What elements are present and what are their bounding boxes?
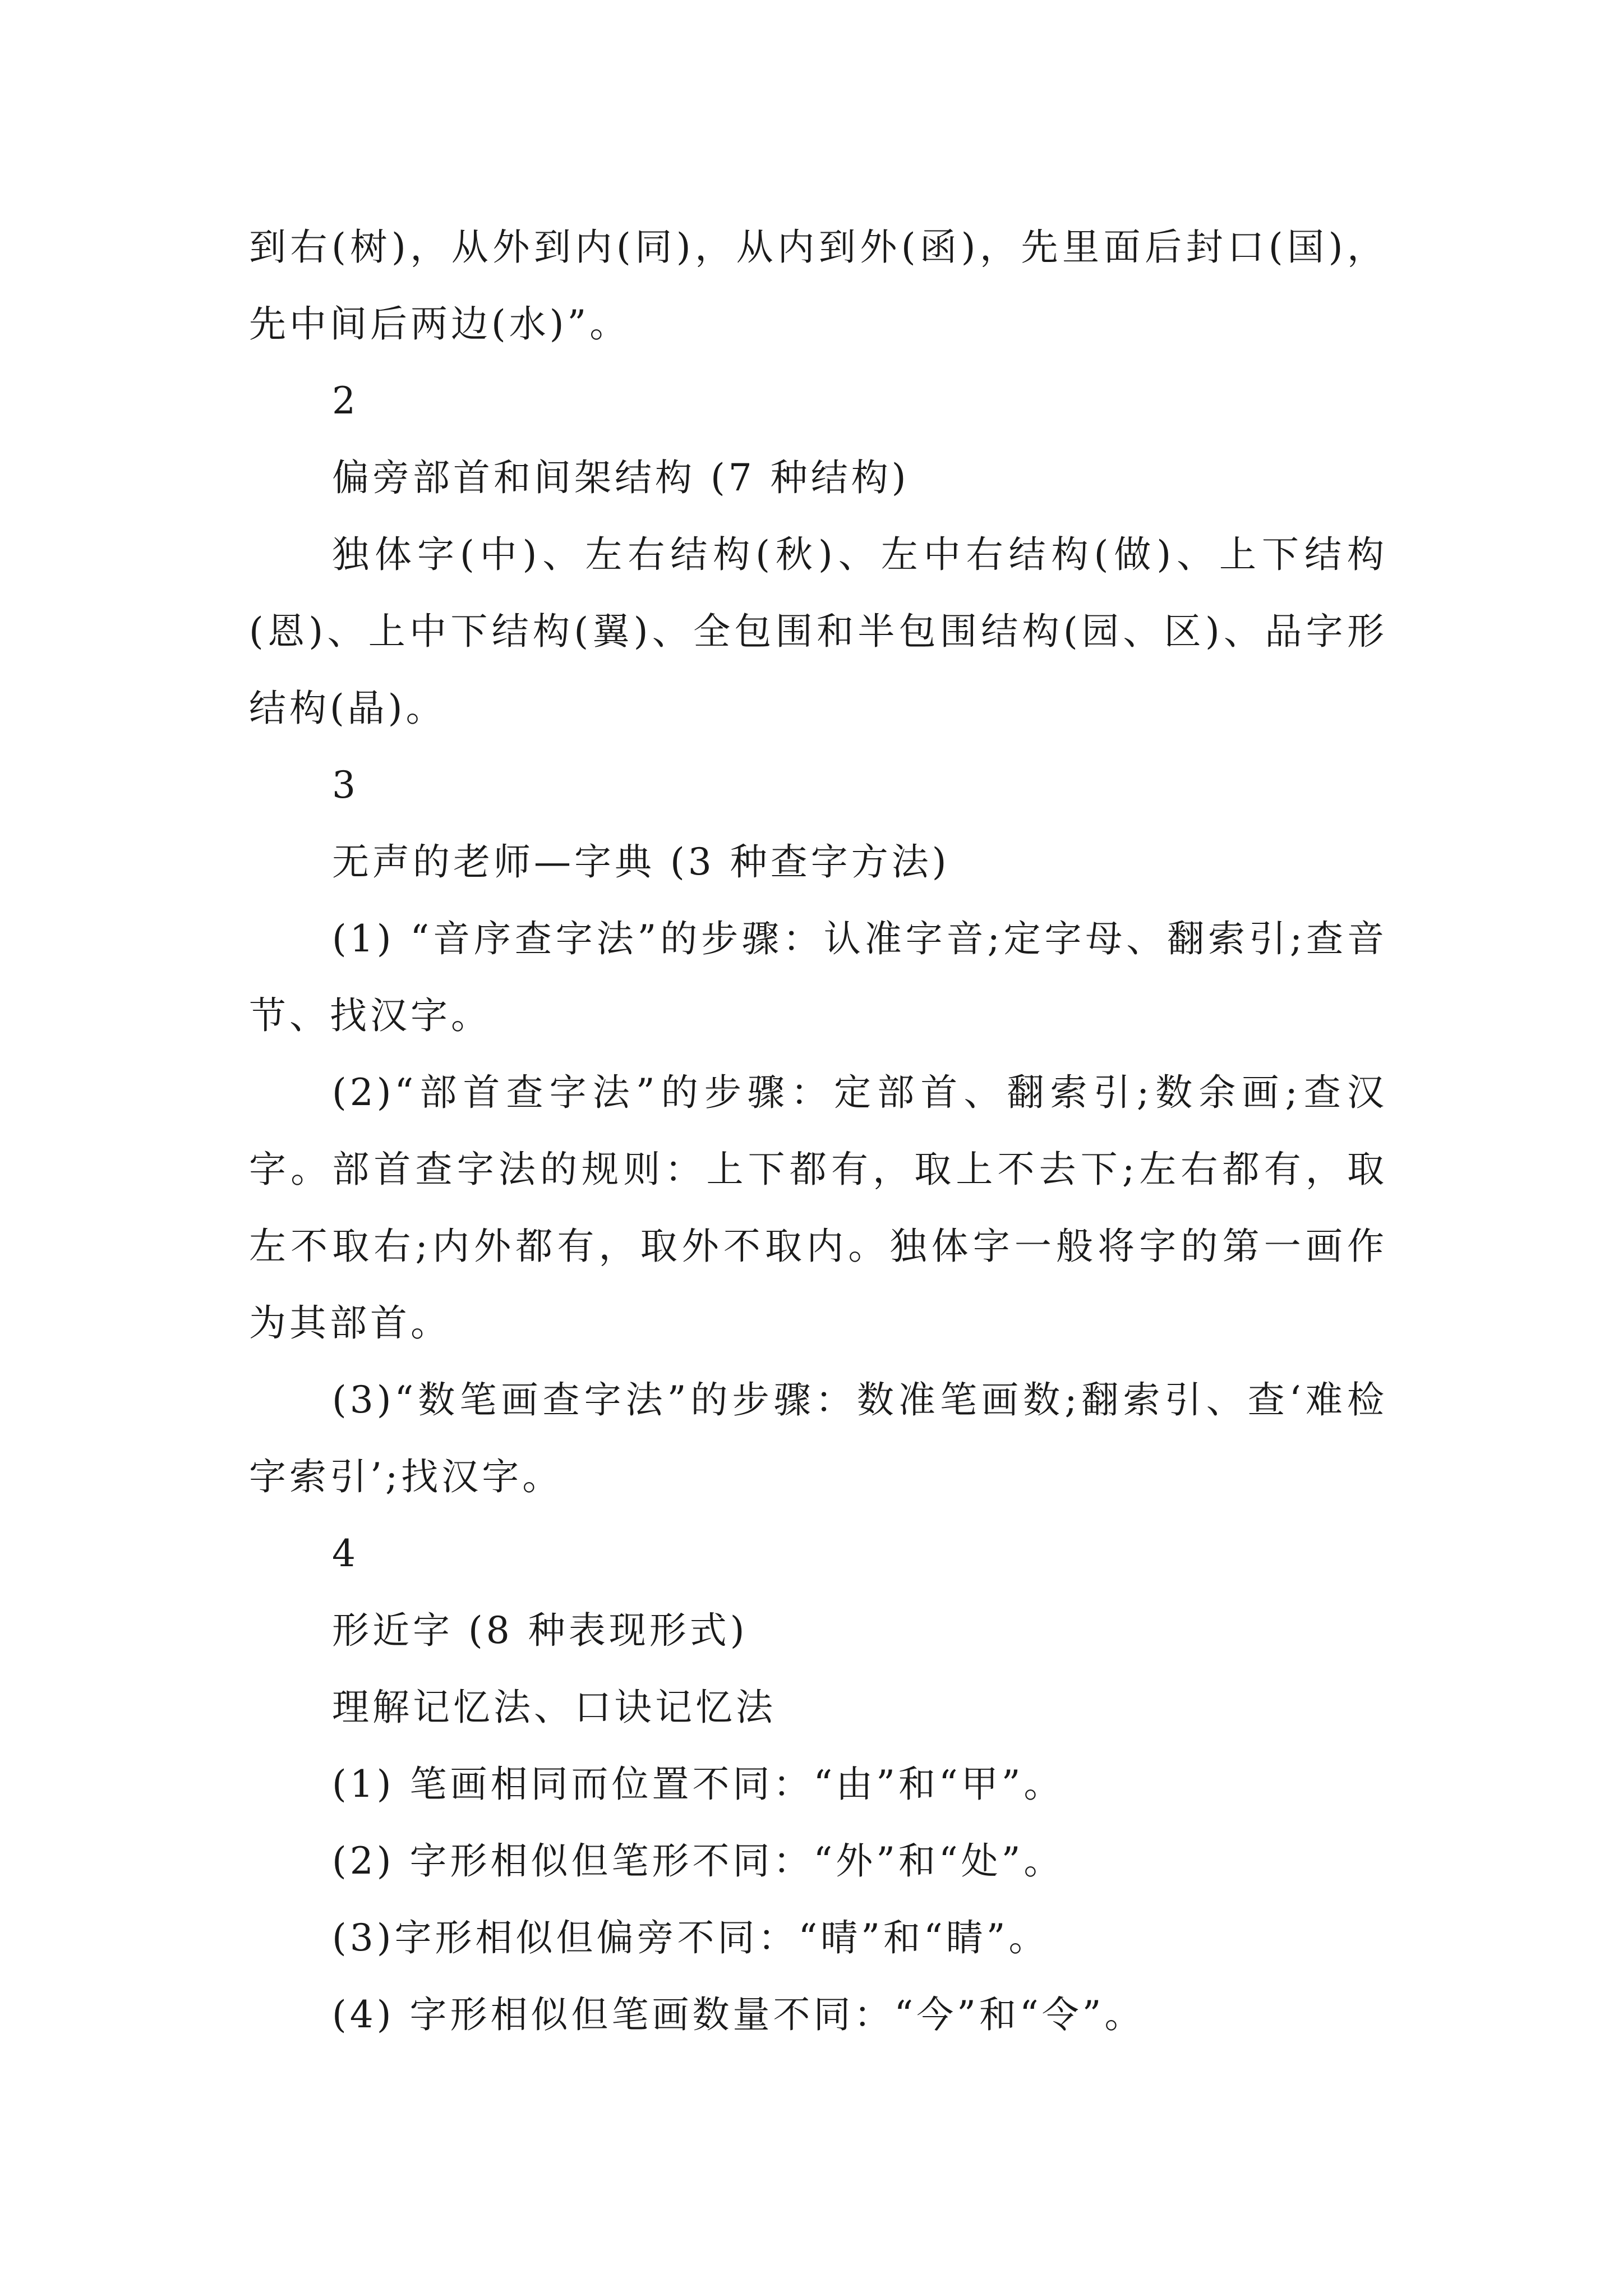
paragraph-structures: 独体字(中)、左右结构(秋)、左中右结构(做)、上下结构(恩)、上中下结构(翼)、全包围和半包围结构(园、区)、品字形结构(晶)。: [249, 533, 1387, 730]
section-heading-similar-characters: 形近字 (8 种表现形式): [332, 1609, 748, 1652]
section-heading-dictionary: 无声的老师—字典 (3 种查字方法): [332, 840, 950, 884]
section-number-4: 4: [332, 1532, 356, 1575]
paragraph-stroke-order-continued: 到右(树)，从外到内(同)，从内到外(函)，先里面后封口(国)，先中间后两边(水)”。: [249, 226, 1387, 346]
list-item-2: (2) 字形相似但笔形不同：“外”和“处”。: [332, 1839, 1064, 1883]
section-number-2: 2: [332, 379, 356, 422]
paragraph-radical-lookup: (2)“部首查字法”的步骤：定部首、翻索引;数余画;查汉字。部首查字法的规则：上下都有，取上不去下;左右都有，取左不取右;内外都有，取外不取内。独体字一般将字的第一画作为其部首。: [249, 1071, 1387, 1345]
section-heading-radicals: 偏旁部首和间架结构 (7 种结构): [332, 456, 910, 499]
paragraph-stroke-count-lookup: (3)“数笔画查字法”的步骤：数准笔画数;翻索引、查‘难检字索引’;找汉字。: [249, 1378, 1387, 1498]
list-item-3: (3)字形相似但偏旁不同：“晴”和“睛”。: [332, 1916, 1049, 1959]
document-body: [249, 209, 1387, 2053]
list-item-1: (1) 笔画相同而位置不同：“由”和“甲”。: [332, 1763, 1064, 1806]
section-number-3: 3: [332, 763, 356, 807]
paragraph-pinyin-lookup: (1) “音序查字法”的步骤：认准字音;定字母、翻索引;查音节、找汉字。: [249, 917, 1387, 1037]
list-item-4: (4) 字形相似但笔画数量不同：“今”和“令”。: [332, 1993, 1145, 2036]
paragraph-memory-methods: 理解记忆法、口诀记忆法: [332, 1686, 776, 1729]
